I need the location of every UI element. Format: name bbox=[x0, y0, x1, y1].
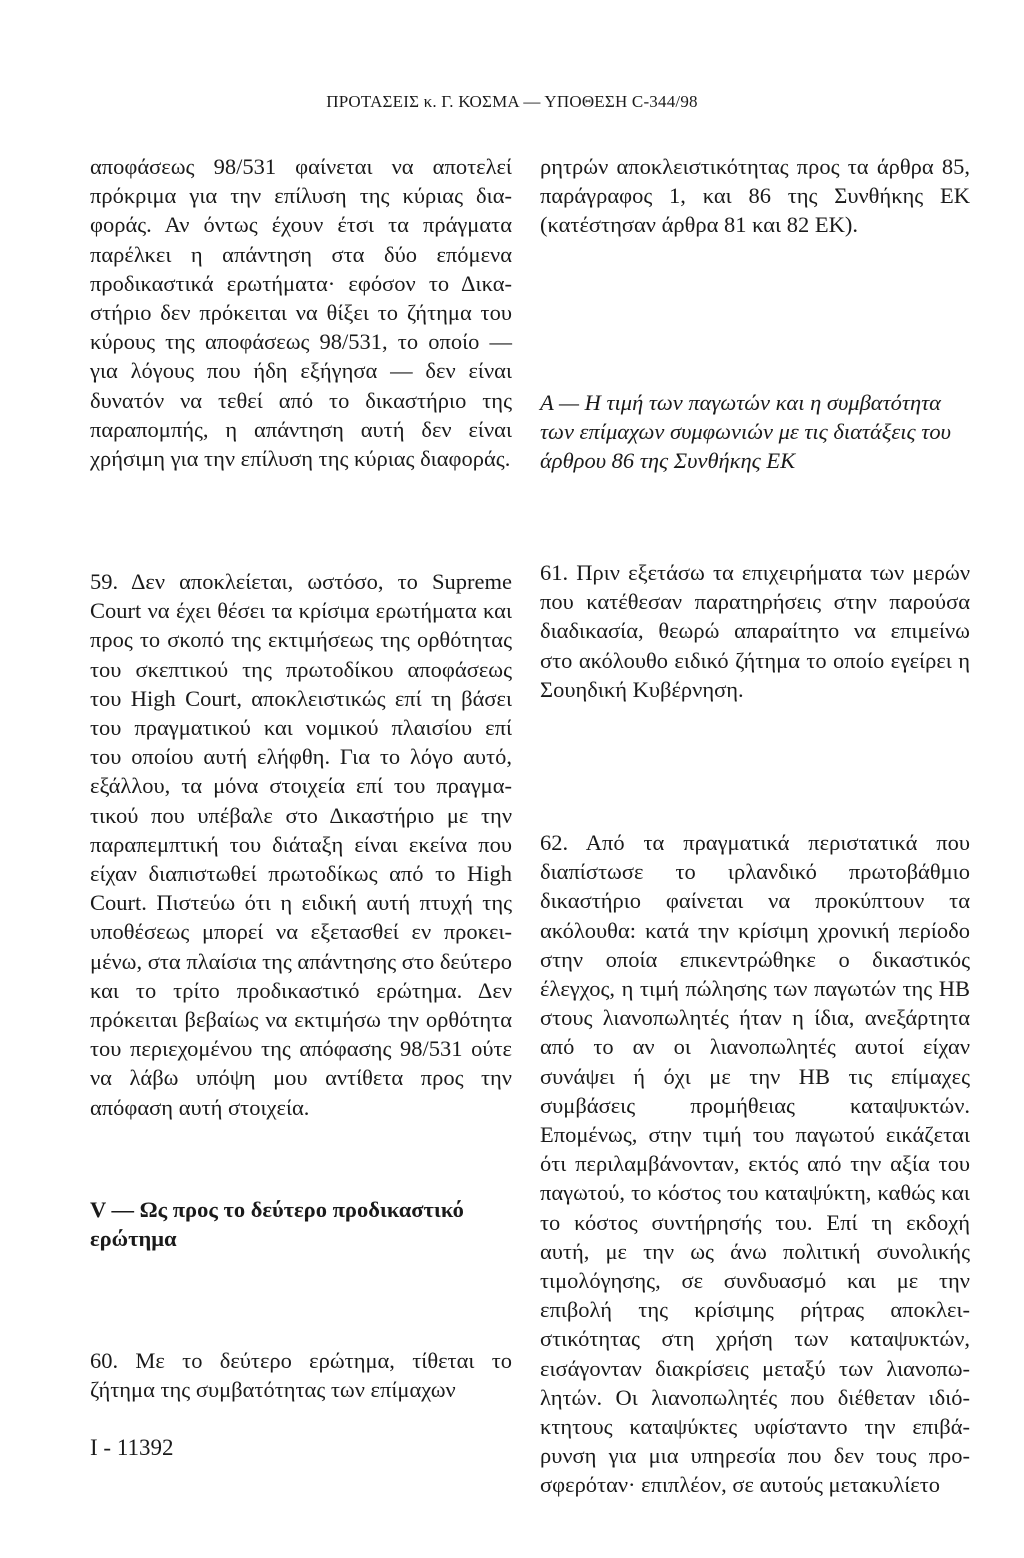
right-column-para-61 bbox=[540, 558, 970, 704]
right-column-para-62 bbox=[540, 828, 970, 1500]
paragraph-60: 60. Με το δεύτερο ερώτημα, τίθεται το ζήτημα της συμβατότητας των επίμαχων bbox=[90, 1348, 512, 1403]
running-head: ΠΡΟΤΑΣΕΙΣ κ. Γ. ΚΟΣΜΑ — ΥΠΟΘΕΣΗ C-344/98 bbox=[326, 92, 698, 111]
paragraph-continued-left: αποφάσεως 98/531 φαίνεται να αποτελεί πρόκριμα για την επίλυση της κύριας διαφοράς. Αν όντως έχουν έτσι τα πράγματα παρέλκει η απάντηση στα δύο επόμενα προδικαστικά ερωτήματα· εφόσον το Δικαστήριο δεν πρόκειται να θίξει το ζήτημα του κύρους της αποφάσεως 98/531, το οποίο — για λόγους που ήδη εξήγησα — δεν είναι δυνατόν να τεθεί από το δικαστήριο της παραπομπής, η απάντηση αυτή δεν είναι χρήσιμη για την επίλυση της κύριας διαφοράς. bbox=[90, 154, 512, 472]
right-column-subheading bbox=[540, 388, 970, 476]
paragraph-continued-right: ρητρών αποκλειστικότητας προς τα άρθρα 85, παράγραφος 1, και 86 της Συνθήκης ΕΚ (κατέστησαν άρθρα 81 και 82 ΕΚ). bbox=[540, 154, 970, 238]
paragraph-62: 62. Από τα πραγματικά περιστατικά που διαπίστωσε το ιρλανδικό πρωτοβάθμιο δικαστήριο φαίνεται να προκύπτουν τα ακόλουθα: κατά την κρίσιμη χρονική περίοδο στην οποία επικεντρώθηκε ο δικαστικός έλεγχος, η τιμή πώλησης των παγωτών της HB στους λιανοπωλητές ήταν η ίδια, ανεξάρτητα από το αν οι λιανοπωλητές αυτοί είχαν συνάψει ή όχι με την HB τις επίμαχες συμβάσεις προμήθειας καταψυκτών. Επομένως, στην τιμή του παγωτού εικάζεται ότι περιλαμβάνονταν, εκτός από την αξία του παγωτού, το κόστος του καταψύκτη, καθώς και το κόστος συντήρησής του. Επί τη εκδοχή αυτή, με την ως άνω πολιτική συνολικής τιμολόγησης, σε συνδυασμό και με την επιβολή της κρίσιμης ρήτρας αποκλειστικότητας στη χρήση των καταψυκτών, εισάγονταν διακρίσεις μεταξύ των λιανοπωλητών. Οι λιανοπωλητές που διέθεταν ιδιόκτητους καταψύκτες υφίσταντο την επιβάρυνση για μια υπηρεσία που δεν τους προσφερόταν· επιπλέον, σε αυτούς μετακυλίετο bbox=[540, 830, 970, 1498]
right-column-top bbox=[540, 152, 970, 240]
paragraph-61: 61. Πριν εξετάσω τα επιχειρήματα των μερών που κατέθεσαν παρατηρήσεις στην παρούσα διαδικασία, θεωρώ απαραίτητο να επιμείνω στο ακόλουθο ειδικό ζήτημα το οποίο εγείρει η Σουηδική Κυβέρνηση. bbox=[540, 560, 970, 702]
paragraph-59: 59. Δεν αποκλείεται, ωστόσο, το Supreme Court να έχει θέσει τα κρίσιμα ερωτήματα και προς το σκοπό της εκτιμήσεως της ορθότητας του σκεπτικού της πρωτοδίκου αποφάσεως του High Court, αποκλειστικώς επί τη βάσει του πραγματικού και νομικού πλαισίου επί του οποίου αυτή ελήφθη. Για το λόγο αυτό, εξάλλου, τα μόνα στοιχεία επί του πραγματικού που υπέβαλε στο Δικαστήριο με την παραπεμπτική του διάταξη είναι εκείνα που είχαν διαπιστωθεί πρωτοδίκως από το High Court. Πιστεύω ότι η ειδική αυτή πτυχή της υποθέσεως μπορεί να εξετασθεί εν προκειμένω, στα πλαίσια της απάντησης στο δεύτερο και το τρίτο προδικαστικό ερώτημα. Δεν πρόκειται βεβαίως να εκτιμήσω την ορθότητα του περιεχομένου της απόφασης 98/531 ούτε να λάβω υπόψη μου αντίθετα προς την απόφαση αυτή στοιχεία. bbox=[90, 569, 512, 1120]
left-column-top bbox=[90, 152, 512, 473]
section-heading: V — Ως προς το δεύτερο προδικαστικό ερώτημα bbox=[90, 1197, 464, 1252]
left-column-para-60 bbox=[90, 1346, 512, 1404]
subheading-a: A — Η τιμή των παγωτών και η συμβατότητα των επίμαχων συμφωνιών με τις διατάξεις του άρθρου 86 της Συνθήκης ΕΚ bbox=[540, 390, 951, 474]
left-column-section bbox=[90, 1195, 512, 1253]
left-column-para-59 bbox=[90, 567, 512, 1122]
page-number: I - 11392 bbox=[90, 1435, 174, 1460]
